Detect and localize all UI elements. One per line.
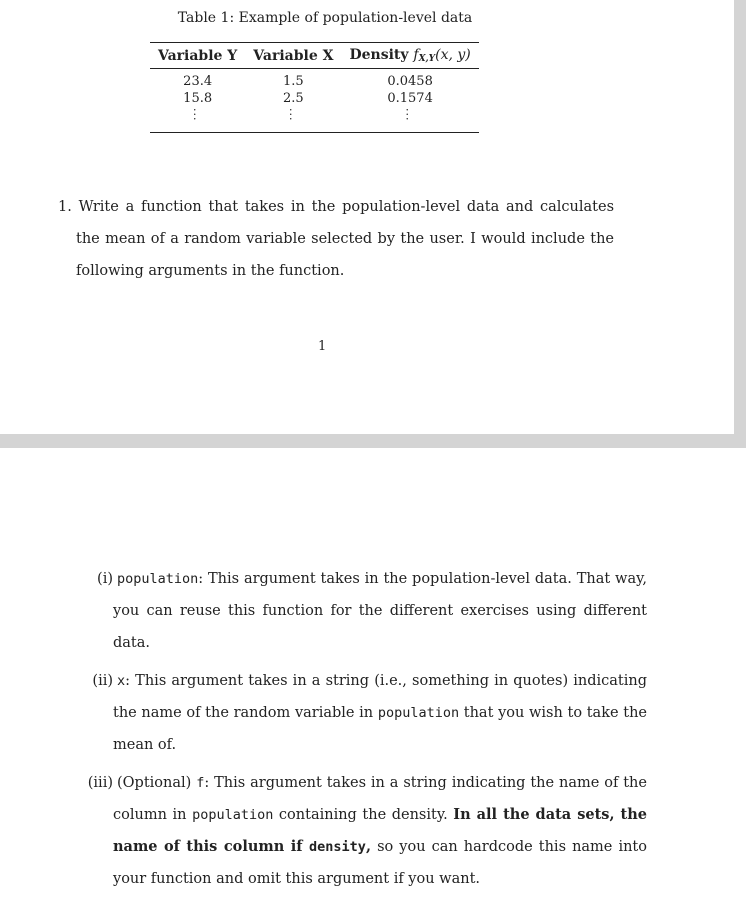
argument-x: (ii) x: This argument takes in a string (i.e., something in quotes) indicating the name of the random variable in population that you wish to take the mean of. xyxy=(92,673,647,753)
header-density: Density $f_{X,Y}(x$, y) xyxy=(341,43,478,69)
table-caption: Table 1: Example of population-level data xyxy=(177,10,473,26)
page-number: 1 xyxy=(318,339,327,354)
header-variable-x: Variable X xyxy=(245,43,341,69)
page-2 xyxy=(0,448,734,902)
table-row: 15.8 2.5 0.1574 xyxy=(183,91,433,106)
question-1: 1. Write a function that takes in the population-level data and calculates the mean of a random variable selected by the user. I would include the following arguments in the function. xyxy=(58,199,615,279)
population-table xyxy=(150,42,479,133)
table-row-ellipsis: ... ... ... xyxy=(150,107,479,132)
header-variable-y: Variable Y xyxy=(150,43,245,69)
page-separator xyxy=(0,434,746,448)
argument-f: (iii) (Optional) f: This argument takes in a string indicating the name of the column in population containing the density. In all the data sets, the name of this column if density, so you can hardcode this name into your function and omit this argument if you want. xyxy=(87,775,647,887)
page-shadow xyxy=(734,0,746,448)
page-1 xyxy=(0,0,734,434)
argument-population: (i) population: This argument takes in the population-level data. That way, you can reuse this function for the different exercises using different data. xyxy=(97,571,647,651)
table-row: 23.4 1.5 0.0458 xyxy=(183,74,433,89)
